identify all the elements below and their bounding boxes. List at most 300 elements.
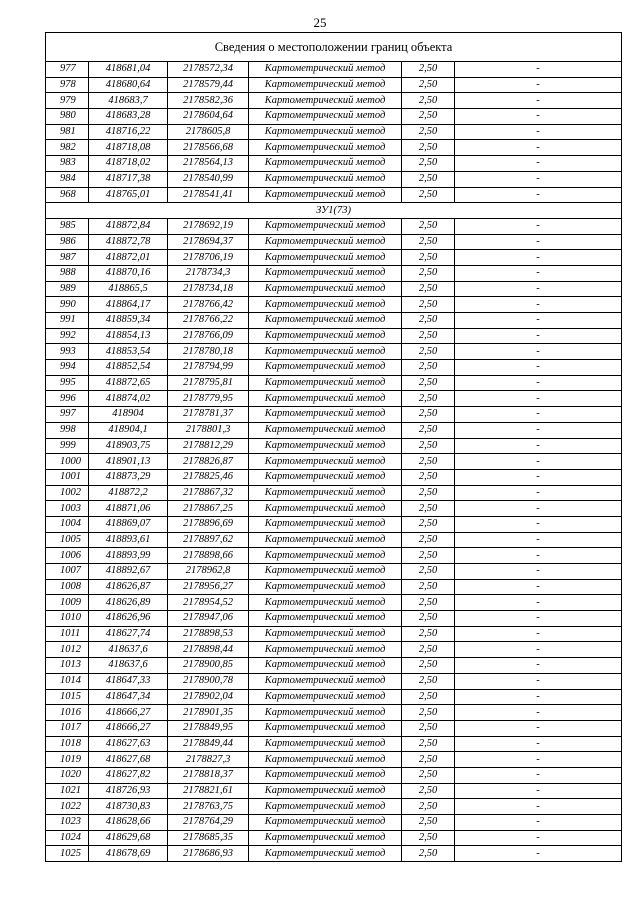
method-cell: Картометрический метод: [249, 344, 402, 360]
description-cell: -: [455, 281, 622, 297]
y-coordinate-cell: 2178795,81: [168, 375, 249, 391]
table-row: [46, 140, 622, 156]
table-row: [46, 736, 622, 752]
table-row: [46, 234, 622, 250]
y-coordinate-cell: 2178734,18: [168, 281, 249, 297]
method-cell: Картометрический метод: [249, 109, 402, 125]
point-number-cell: 1008: [46, 579, 89, 595]
section-label: ЗУ1(73): [46, 203, 622, 219]
y-coordinate-cell: 2178763,75: [168, 799, 249, 815]
y-coordinate-cell: 2178901,35: [168, 705, 249, 721]
point-number-cell: 1010: [46, 611, 89, 627]
description-cell: -: [455, 689, 622, 705]
point-number-cell: 991: [46, 313, 89, 329]
x-coordinate-cell: 418666,27: [89, 705, 168, 721]
method-cell: Картометрический метод: [249, 485, 402, 501]
description-cell: -: [455, 438, 622, 454]
x-coordinate-cell: 418627,74: [89, 626, 168, 642]
accuracy-cell: 2,50: [402, 658, 455, 674]
y-coordinate-cell: 2178900,85: [168, 658, 249, 674]
table-row: [46, 313, 622, 329]
y-coordinate-cell: 2178956,27: [168, 579, 249, 595]
x-coordinate-cell: 418666,27: [89, 720, 168, 736]
y-coordinate-cell: 2178566,68: [168, 140, 249, 156]
x-coordinate-cell: 418627,82: [89, 767, 168, 783]
description-cell: -: [455, 77, 622, 93]
x-coordinate-cell: 418872,65: [89, 375, 168, 391]
y-coordinate-cell: 2178900,78: [168, 673, 249, 689]
table-row: [46, 548, 622, 564]
description-cell: -: [455, 564, 622, 580]
description-cell: -: [455, 469, 622, 485]
table-row: [46, 469, 622, 485]
y-coordinate-cell: 2178849,95: [168, 720, 249, 736]
y-coordinate-cell: 2178579,44: [168, 77, 249, 93]
y-coordinate-cell: 2178541,41: [168, 187, 249, 203]
accuracy-cell: 2,50: [402, 360, 455, 376]
table-row: [46, 328, 622, 344]
x-coordinate-cell: 418718,08: [89, 140, 168, 156]
point-number-cell: 993: [46, 344, 89, 360]
x-coordinate-cell: 418629,68: [89, 830, 168, 846]
description-cell: -: [455, 799, 622, 815]
method-cell: Картометрический метод: [249, 360, 402, 376]
table-title: Сведения о местоположении границ объекта: [46, 33, 622, 62]
table-row: [46, 218, 622, 234]
point-number-cell: 995: [46, 375, 89, 391]
table-row: [46, 752, 622, 768]
point-number-cell: 992: [46, 328, 89, 344]
description-cell: -: [455, 454, 622, 470]
x-coordinate-cell: 418637,6: [89, 642, 168, 658]
point-number-cell: 1018: [46, 736, 89, 752]
x-coordinate-cell: 418678,69: [89, 846, 168, 862]
method-cell: Картометрический метод: [249, 579, 402, 595]
table-row: [46, 265, 622, 281]
accuracy-cell: 2,50: [402, 297, 455, 313]
point-number-cell: 1011: [46, 626, 89, 642]
y-coordinate-cell: 2178764,29: [168, 815, 249, 831]
description-cell: -: [455, 422, 622, 438]
method-cell: Картометрический метод: [249, 752, 402, 768]
x-coordinate-cell: 418904: [89, 407, 168, 423]
point-number-cell: 1006: [46, 548, 89, 564]
table-row: [46, 360, 622, 376]
description-cell: -: [455, 297, 622, 313]
y-coordinate-cell: 2178686,93: [168, 846, 249, 862]
y-coordinate-cell: 2178867,25: [168, 501, 249, 517]
description-cell: -: [455, 93, 622, 109]
x-coordinate-cell: 418765,01: [89, 187, 168, 203]
accuracy-cell: 2,50: [402, 407, 455, 423]
table-row: [46, 564, 622, 580]
description-cell: -: [455, 658, 622, 674]
x-coordinate-cell: 418901,13: [89, 454, 168, 470]
accuracy-cell: 2,50: [402, 218, 455, 234]
description-cell: -: [455, 171, 622, 187]
method-cell: Картометрический метод: [249, 187, 402, 203]
y-coordinate-cell: 2178694,37: [168, 234, 249, 250]
accuracy-cell: 2,50: [402, 783, 455, 799]
x-coordinate-cell: 418647,33: [89, 673, 168, 689]
accuracy-cell: 2,50: [402, 830, 455, 846]
table-row: [46, 454, 622, 470]
accuracy-cell: 2,50: [402, 626, 455, 642]
y-coordinate-cell: 2178826,87: [168, 454, 249, 470]
description-cell: -: [455, 752, 622, 768]
point-number-cell: 985: [46, 218, 89, 234]
x-coordinate-cell: 418870,16: [89, 265, 168, 281]
description-cell: -: [455, 265, 622, 281]
x-coordinate-cell: 418872,78: [89, 234, 168, 250]
y-coordinate-cell: 2178692,19: [168, 218, 249, 234]
method-cell: Картометрический метод: [249, 234, 402, 250]
x-coordinate-cell: 418647,34: [89, 689, 168, 705]
table-row: [46, 62, 622, 78]
description-cell: -: [455, 234, 622, 250]
description-cell: -: [455, 109, 622, 125]
accuracy-cell: 2,50: [402, 595, 455, 611]
accuracy-cell: 2,50: [402, 673, 455, 689]
table-row: [46, 156, 622, 172]
point-number-cell: 986: [46, 234, 89, 250]
method-cell: Картометрический метод: [249, 77, 402, 93]
x-coordinate-cell: 418904,1: [89, 422, 168, 438]
table-row: [46, 783, 622, 799]
description-cell: -: [455, 673, 622, 689]
accuracy-cell: 2,50: [402, 93, 455, 109]
point-number-cell: 1003: [46, 501, 89, 517]
y-coordinate-cell: 2178849,44: [168, 736, 249, 752]
table-row: [46, 846, 622, 862]
method-cell: Картометрический метод: [249, 564, 402, 580]
x-coordinate-cell: 418626,89: [89, 595, 168, 611]
method-cell: Картометрический метод: [249, 642, 402, 658]
table-row: [46, 658, 622, 674]
description-cell: -: [455, 611, 622, 627]
method-cell: Картометрический метод: [249, 218, 402, 234]
description-cell: -: [455, 595, 622, 611]
method-cell: Картометрический метод: [249, 375, 402, 391]
y-coordinate-cell: 2178685,35: [168, 830, 249, 846]
method-cell: Картометрический метод: [249, 62, 402, 78]
accuracy-cell: 2,50: [402, 187, 455, 203]
description-cell: -: [455, 815, 622, 831]
accuracy-cell: 2,50: [402, 140, 455, 156]
x-coordinate-cell: 418628,66: [89, 815, 168, 831]
y-coordinate-cell: 2178766,22: [168, 313, 249, 329]
method-cell: Картометрический метод: [249, 281, 402, 297]
accuracy-cell: 2,50: [402, 281, 455, 297]
description-cell: -: [455, 501, 622, 517]
accuracy-cell: 2,50: [402, 485, 455, 501]
table-row: [46, 689, 622, 705]
accuracy-cell: 2,50: [402, 438, 455, 454]
table-row: [46, 501, 622, 517]
x-coordinate-cell: 418854,13: [89, 328, 168, 344]
y-coordinate-cell: 2178812,29: [168, 438, 249, 454]
accuracy-cell: 2,50: [402, 720, 455, 736]
description-cell: -: [455, 485, 622, 501]
x-coordinate-cell: 418892,67: [89, 564, 168, 580]
y-coordinate-cell: 2178781,37: [168, 407, 249, 423]
accuracy-cell: 2,50: [402, 265, 455, 281]
description-cell: -: [455, 548, 622, 564]
point-number-cell: 1022: [46, 799, 89, 815]
accuracy-cell: 2,50: [402, 344, 455, 360]
method-cell: Картометрический метод: [249, 454, 402, 470]
description-cell: -: [455, 720, 622, 736]
x-coordinate-cell: 418872,01: [89, 250, 168, 266]
point-number-cell: 997: [46, 407, 89, 423]
y-coordinate-cell: 2178766,42: [168, 297, 249, 313]
method-cell: Картометрический метод: [249, 673, 402, 689]
accuracy-cell: 2,50: [402, 391, 455, 407]
method-cell: Картометрический метод: [249, 705, 402, 721]
description-cell: -: [455, 187, 622, 203]
y-coordinate-cell: 2178794,99: [168, 360, 249, 376]
method-cell: Картометрический метод: [249, 171, 402, 187]
x-coordinate-cell: 418626,96: [89, 611, 168, 627]
accuracy-cell: 2,50: [402, 689, 455, 705]
description-cell: -: [455, 250, 622, 266]
x-coordinate-cell: 418627,68: [89, 752, 168, 768]
point-number-cell: 998: [46, 422, 89, 438]
accuracy-cell: 2,50: [402, 579, 455, 595]
x-coordinate-cell: 418683,7: [89, 93, 168, 109]
method-cell: Картометрический метод: [249, 532, 402, 548]
accuracy-cell: 2,50: [402, 469, 455, 485]
y-coordinate-cell: 2178821,61: [168, 783, 249, 799]
method-cell: Картометрический метод: [249, 313, 402, 329]
method-cell: Картометрический метод: [249, 422, 402, 438]
y-coordinate-cell: 2178801,3: [168, 422, 249, 438]
accuracy-cell: 2,50: [402, 752, 455, 768]
description-cell: -: [455, 767, 622, 783]
y-coordinate-cell: 2178896,69: [168, 516, 249, 532]
accuracy-cell: 2,50: [402, 705, 455, 721]
description-cell: -: [455, 516, 622, 532]
point-number-cell: 1002: [46, 485, 89, 501]
method-cell: Картометрический метод: [249, 265, 402, 281]
y-coordinate-cell: 2178540,99: [168, 171, 249, 187]
point-number-cell: 984: [46, 171, 89, 187]
point-number-cell: 1014: [46, 673, 89, 689]
table-row: [46, 375, 622, 391]
table-row: [46, 642, 622, 658]
point-number-cell: 1015: [46, 689, 89, 705]
point-number-cell: 1009: [46, 595, 89, 611]
y-coordinate-cell: 2178572,34: [168, 62, 249, 78]
y-coordinate-cell: 2178825,46: [168, 469, 249, 485]
point-number-cell: 1021: [46, 783, 89, 799]
table-row: [46, 109, 622, 125]
table-row: [46, 611, 622, 627]
method-cell: Картометрический метод: [249, 767, 402, 783]
y-coordinate-cell: 2178780,18: [168, 344, 249, 360]
x-coordinate-cell: 418871,06: [89, 501, 168, 517]
point-number-cell: 977: [46, 62, 89, 78]
y-coordinate-cell: 2178898,44: [168, 642, 249, 658]
point-number-cell: 1023: [46, 815, 89, 831]
x-coordinate-cell: 418903,75: [89, 438, 168, 454]
section-label-row: [46, 203, 622, 219]
method-cell: Картометрический метод: [249, 438, 402, 454]
table-row: [46, 720, 622, 736]
point-number-cell: 994: [46, 360, 89, 376]
accuracy-cell: 2,50: [402, 611, 455, 627]
y-coordinate-cell: 2178779,95: [168, 391, 249, 407]
accuracy-cell: 2,50: [402, 250, 455, 266]
point-number-cell: 1000: [46, 454, 89, 470]
y-coordinate-cell: 2178898,53: [168, 626, 249, 642]
y-coordinate-cell: 2178898,66: [168, 548, 249, 564]
method-cell: Картометрический метод: [249, 720, 402, 736]
x-coordinate-cell: 418864,17: [89, 297, 168, 313]
description-cell: -: [455, 407, 622, 423]
table-row: [46, 250, 622, 266]
method-cell: Картометрический метод: [249, 736, 402, 752]
point-number-cell: 1005: [46, 532, 89, 548]
accuracy-cell: 2,50: [402, 815, 455, 831]
point-number-cell: 990: [46, 297, 89, 313]
description-cell: -: [455, 391, 622, 407]
x-coordinate-cell: 418859,34: [89, 313, 168, 329]
method-cell: Картометрический метод: [249, 297, 402, 313]
table-row: [46, 815, 622, 831]
accuracy-cell: 2,50: [402, 62, 455, 78]
table-row: [46, 532, 622, 548]
x-coordinate-cell: 418716,22: [89, 124, 168, 140]
description-cell: -: [455, 642, 622, 658]
x-coordinate-cell: 418730,83: [89, 799, 168, 815]
point-number-cell: 978: [46, 77, 89, 93]
description-cell: -: [455, 846, 622, 862]
table-row: [46, 344, 622, 360]
x-coordinate-cell: 418718,02: [89, 156, 168, 172]
table-row: [46, 830, 622, 846]
point-number-cell: 1020: [46, 767, 89, 783]
method-cell: Картометрический метод: [249, 407, 402, 423]
method-cell: Картометрический метод: [249, 548, 402, 564]
accuracy-cell: 2,50: [402, 767, 455, 783]
point-number-cell: 981: [46, 124, 89, 140]
table-row: [46, 485, 622, 501]
description-cell: -: [455, 140, 622, 156]
method-cell: Картометрический метод: [249, 391, 402, 407]
method-cell: Картометрический метод: [249, 783, 402, 799]
description-cell: -: [455, 218, 622, 234]
description-cell: -: [455, 360, 622, 376]
method-cell: Картометрический метод: [249, 124, 402, 140]
x-coordinate-cell: 418627,63: [89, 736, 168, 752]
x-coordinate-cell: 418874,02: [89, 391, 168, 407]
point-number-cell: 1017: [46, 720, 89, 736]
description-cell: -: [455, 375, 622, 391]
accuracy-cell: 2,50: [402, 234, 455, 250]
method-cell: Картометрический метод: [249, 469, 402, 485]
point-number-cell: 980: [46, 109, 89, 125]
table-title-row: [46, 33, 622, 62]
method-cell: Картометрический метод: [249, 611, 402, 627]
method-cell: Картометрический метод: [249, 516, 402, 532]
accuracy-cell: 2,50: [402, 375, 455, 391]
point-number-cell: 982: [46, 140, 89, 156]
table-row: [46, 579, 622, 595]
y-coordinate-cell: 2178766,09: [168, 328, 249, 344]
description-cell: -: [455, 156, 622, 172]
accuracy-cell: 2,50: [402, 548, 455, 564]
accuracy-cell: 2,50: [402, 313, 455, 329]
description-cell: -: [455, 626, 622, 642]
method-cell: Картометрический метод: [249, 830, 402, 846]
y-coordinate-cell: 2178605,8: [168, 124, 249, 140]
accuracy-cell: 2,50: [402, 328, 455, 344]
x-coordinate-cell: 418872,84: [89, 218, 168, 234]
description-cell: -: [455, 328, 622, 344]
x-coordinate-cell: 418637,6: [89, 658, 168, 674]
table-row: [46, 77, 622, 93]
table-row: [46, 516, 622, 532]
point-number-cell: 1016: [46, 705, 89, 721]
point-number-cell: 1012: [46, 642, 89, 658]
y-coordinate-cell: 2178902,04: [168, 689, 249, 705]
table-body: [46, 33, 622, 862]
description-cell: -: [455, 344, 622, 360]
method-cell: Картометрический метод: [249, 328, 402, 344]
table-row: [46, 187, 622, 203]
table-row: [46, 407, 622, 423]
description-cell: -: [455, 705, 622, 721]
x-coordinate-cell: 418873,29: [89, 469, 168, 485]
method-cell: Картометрический метод: [249, 140, 402, 156]
x-coordinate-cell: 418869,07: [89, 516, 168, 532]
x-coordinate-cell: 418852,54: [89, 360, 168, 376]
method-cell: Картометрический метод: [249, 626, 402, 642]
y-coordinate-cell: 2178734,3: [168, 265, 249, 281]
description-cell: -: [455, 783, 622, 799]
y-coordinate-cell: 2178818,37: [168, 767, 249, 783]
table-row: [46, 391, 622, 407]
table-row: [46, 171, 622, 187]
x-coordinate-cell: 418893,61: [89, 532, 168, 548]
method-cell: Картометрический метод: [249, 93, 402, 109]
y-coordinate-cell: 2178947,06: [168, 611, 249, 627]
description-cell: -: [455, 579, 622, 595]
table-row: [46, 705, 622, 721]
accuracy-cell: 2,50: [402, 516, 455, 532]
y-coordinate-cell: 2178604,64: [168, 109, 249, 125]
description-cell: -: [455, 830, 622, 846]
x-coordinate-cell: 418893,99: [89, 548, 168, 564]
method-cell: Картометрический метод: [249, 156, 402, 172]
point-number-cell: 1025: [46, 846, 89, 862]
accuracy-cell: 2,50: [402, 156, 455, 172]
y-coordinate-cell: 2178867,32: [168, 485, 249, 501]
y-coordinate-cell: 2178962,8: [168, 564, 249, 580]
point-number-cell: 1001: [46, 469, 89, 485]
table-row: [46, 799, 622, 815]
x-coordinate-cell: 418717,38: [89, 171, 168, 187]
x-coordinate-cell: 418626,87: [89, 579, 168, 595]
accuracy-cell: 2,50: [402, 109, 455, 125]
y-coordinate-cell: 2178564,13: [168, 156, 249, 172]
description-cell: -: [455, 124, 622, 140]
point-number-cell: 999: [46, 438, 89, 454]
table-row: [46, 281, 622, 297]
point-number-cell: 1013: [46, 658, 89, 674]
point-number-cell: 989: [46, 281, 89, 297]
